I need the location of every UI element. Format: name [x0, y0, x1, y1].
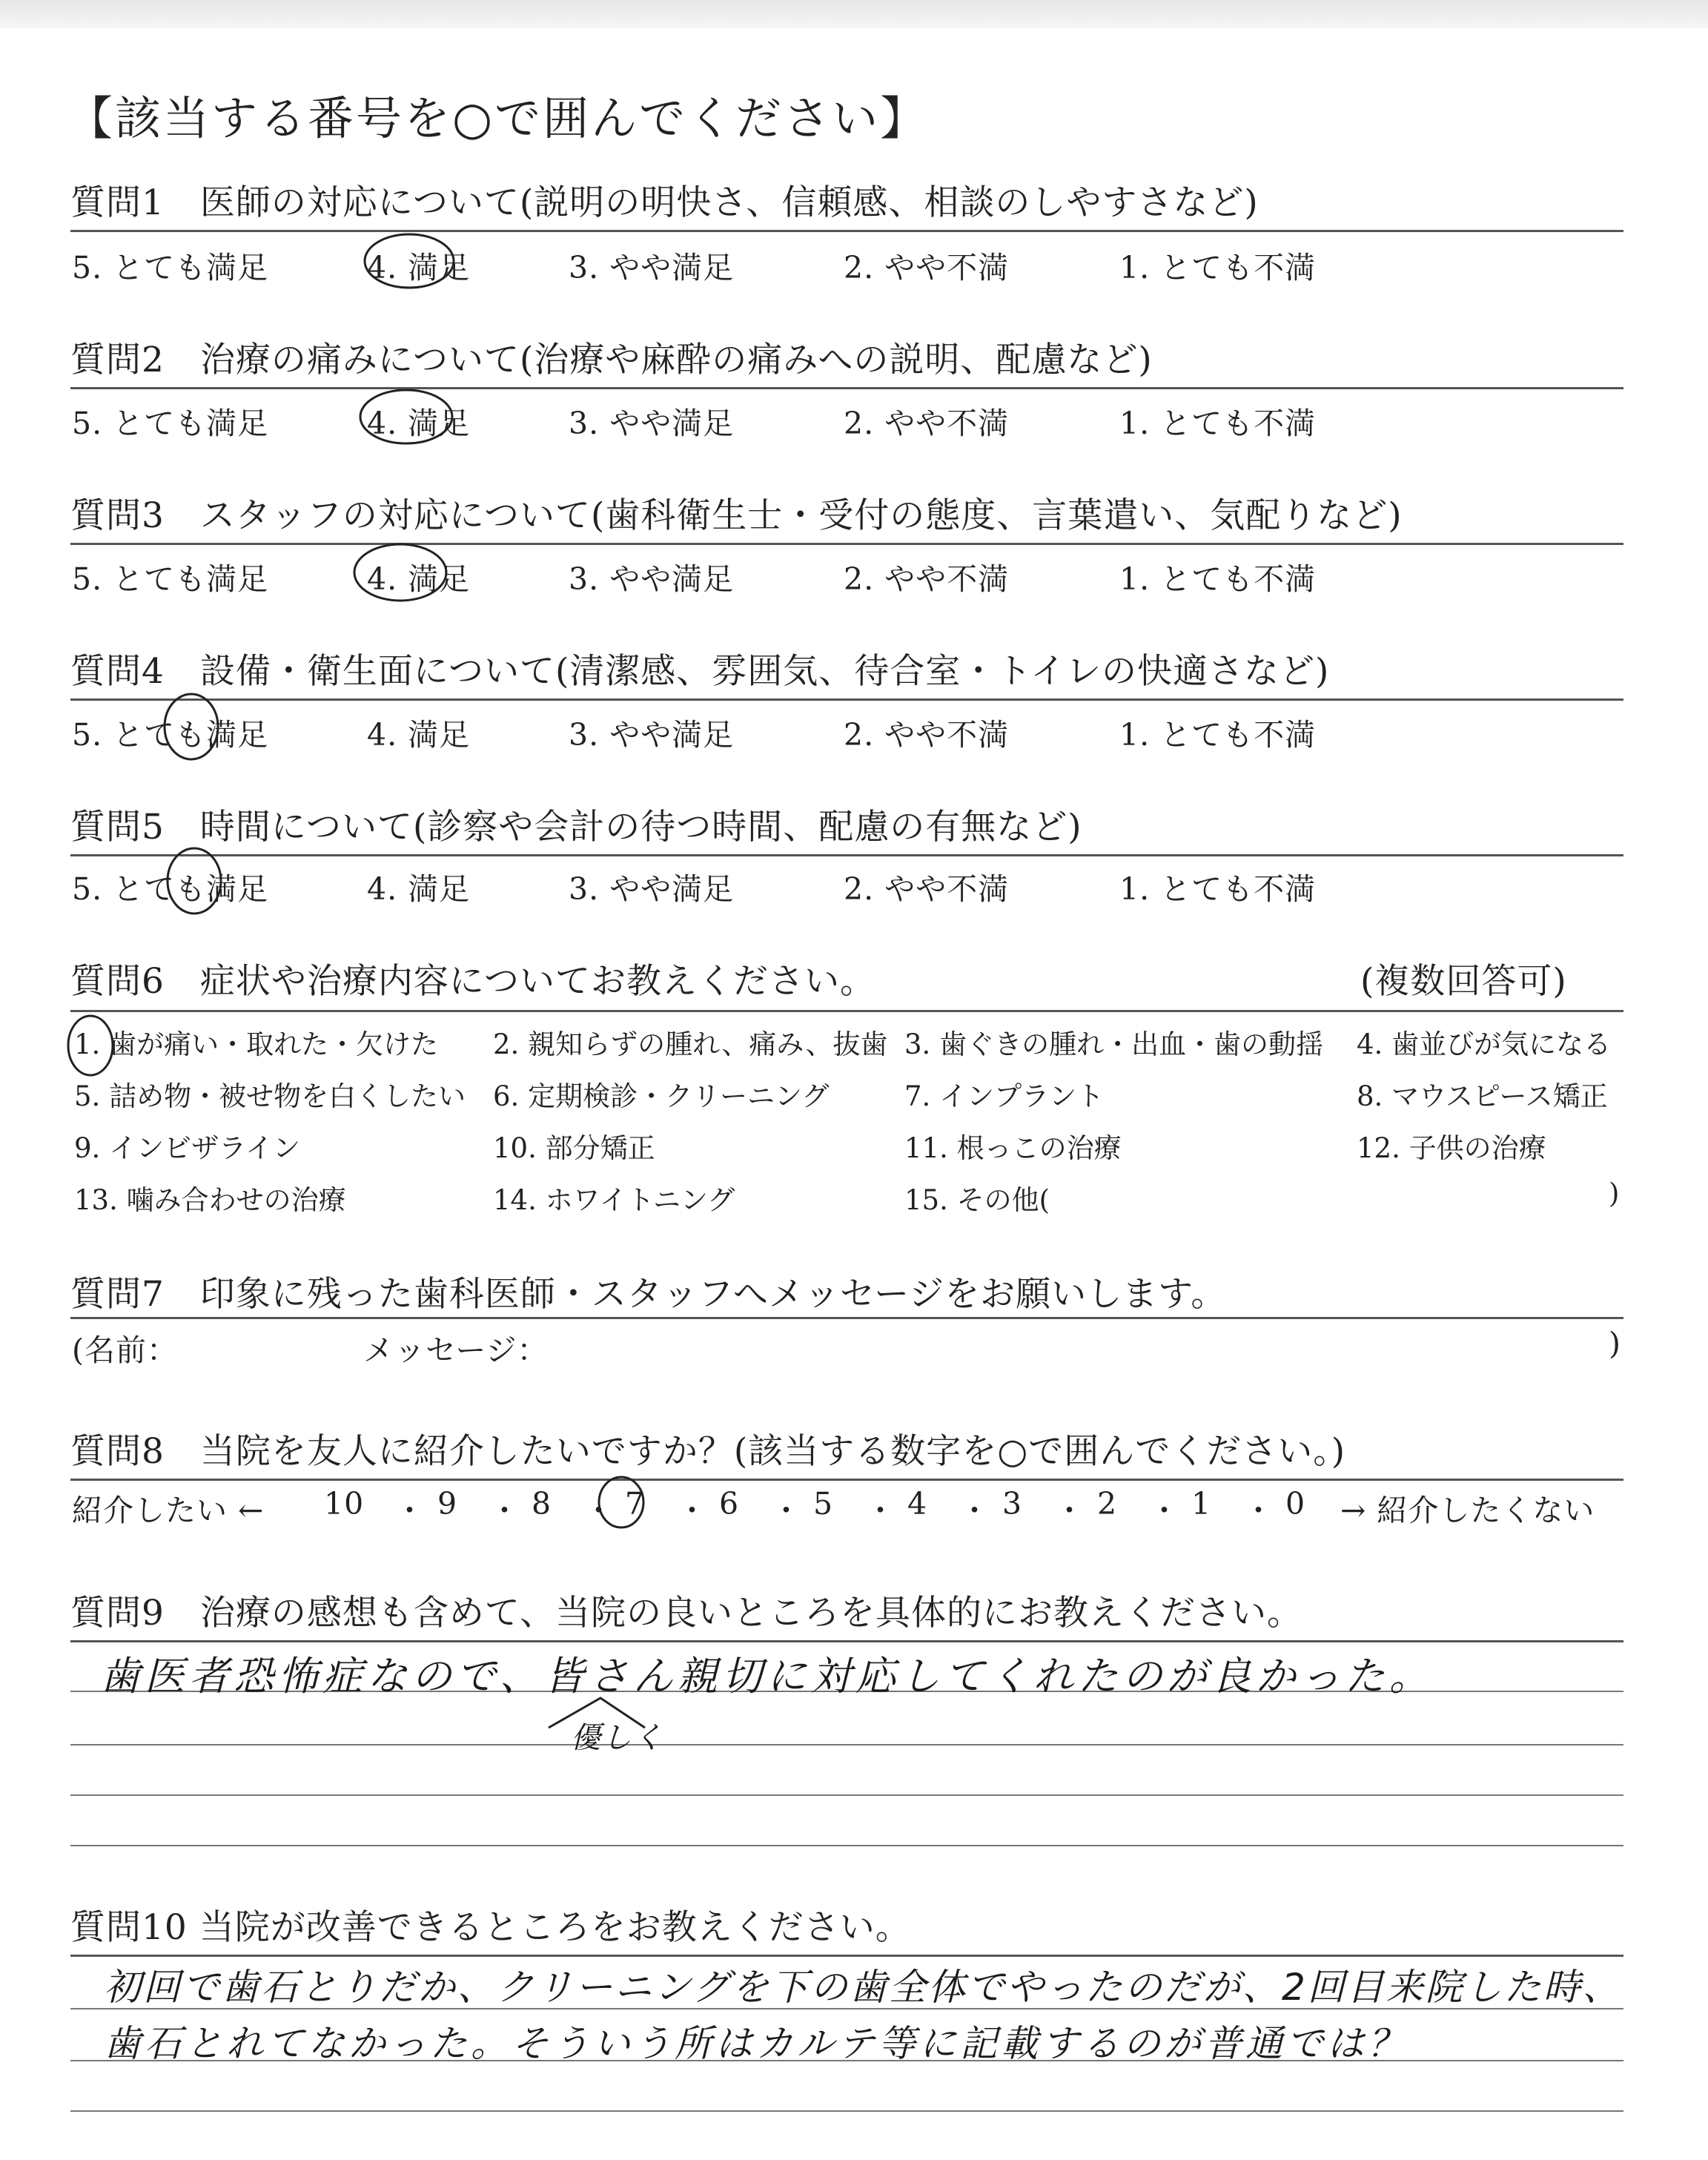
- q8-separator: ・: [1149, 1493, 1180, 1528]
- q6-option-3[interactable]: 3. 歯ぐきの腫れ・出血・歯の動揺: [904, 1028, 1324, 1060]
- question-5-rule: [70, 854, 1623, 856]
- question-10-rule: [70, 1955, 1623, 1957]
- q10-answer-line: [70, 2110, 1623, 2112]
- scan-top-edge: [0, 0, 1708, 28]
- q8-score-10[interactable]: 10: [324, 1486, 365, 1522]
- q1-option-3[interactable]: 3. やや満足: [569, 250, 735, 285]
- q8-left-label: 紹介したい ←: [72, 1493, 265, 1528]
- question-6-rule: [70, 1010, 1623, 1012]
- q6-option-10[interactable]: 10. 部分矯正: [493, 1132, 655, 1164]
- q5-option-2[interactable]: 2. やや不満: [844, 871, 1010, 907]
- q1-option-2[interactable]: 2. やや不満: [844, 250, 1010, 285]
- q8-score-5[interactable]: 5: [813, 1486, 834, 1522]
- question-3-rule: [70, 543, 1623, 545]
- question-10-title: 質問10 当院が改善できるところをお教えください。: [70, 1907, 911, 1948]
- q6-option-12[interactable]: 12. 子供の治療: [1357, 1132, 1546, 1164]
- q3-option-4[interactable]: 4. 満足: [367, 561, 471, 597]
- q6-option-5[interactable]: 5. 詰め物・被せ物を白くしたい: [74, 1080, 466, 1112]
- q6-option-13[interactable]: 13. 噛み合わせの治療: [74, 1184, 346, 1216]
- q2-option-5[interactable]: 5. とても満足: [72, 406, 269, 441]
- q6-option-15-close: ): [1609, 1178, 1620, 1209]
- question-2-title: 質問2 治療の痛みについて(治療や麻酔の痛みへの説明、配慮など): [70, 340, 1153, 380]
- q3-option-3[interactable]: 3. やや満足: [569, 561, 735, 597]
- q8-score-9[interactable]: 9: [437, 1486, 458, 1522]
- q7-name-label: (名前：: [72, 1332, 178, 1368]
- q5-option-3[interactable]: 3. やや満足: [569, 871, 735, 907]
- question-8-rule: [70, 1479, 1623, 1481]
- q10-handwritten-line-1: 初回で歯石とりだか、クリーニングを下の歯全体でやったのだが、2回目来院した時、: [104, 1966, 1622, 2009]
- q7-message-label: メッセージ：: [363, 1332, 549, 1368]
- question-7-rule: [70, 1317, 1623, 1319]
- q8-separator: ・: [959, 1493, 990, 1528]
- q5-option-4[interactable]: 4. 満足: [367, 871, 471, 907]
- q8-score-1[interactable]: 1: [1191, 1486, 1212, 1522]
- q3-option-5[interactable]: 5. とても満足: [72, 561, 269, 597]
- q8-separator: ・: [489, 1493, 520, 1528]
- q8-score-8[interactable]: 8: [532, 1486, 552, 1522]
- q8-separator: ・: [1054, 1493, 1085, 1528]
- question-7-title: 質問7 印象に残った歯科医師・スタッフへメッセージをお願いします。: [70, 1274, 1227, 1315]
- q8-separator: ・: [394, 1493, 426, 1528]
- q8-score-6[interactable]: 6: [719, 1486, 740, 1522]
- question-1-rule: [70, 230, 1623, 232]
- q8-separator: ・: [1243, 1493, 1274, 1528]
- q9-handwritten-insertion: 優しく: [571, 1721, 664, 1755]
- q6-option-7[interactable]: 7. インプラント: [904, 1080, 1105, 1112]
- question-9-title: 質問9 治療の感想も含めて、当院の良いところを具体的にお教えください。: [70, 1593, 1302, 1634]
- q8-separator: ・: [771, 1493, 802, 1528]
- q2-option-2[interactable]: 2. やや不満: [844, 406, 1010, 441]
- q8-score-7[interactable]: 7: [625, 1486, 646, 1522]
- q8-score-4[interactable]: 4: [907, 1486, 928, 1522]
- question-6-title: 質問6 症状や治療内容についてお教えください。: [70, 961, 875, 1002]
- question-8-title: 質問8 当院を友人に紹介したいですか？(該当する数字を○で囲んでください。): [70, 1431, 1346, 1472]
- q6-option-11[interactable]: 11. 根っこの治療: [904, 1132, 1122, 1164]
- q1-option-1[interactable]: 1. とても不満: [1119, 250, 1317, 285]
- q2-option-4[interactable]: 4. 満足: [367, 406, 471, 441]
- question-9-rule: [70, 1640, 1623, 1642]
- q9-answer-line: [70, 1744, 1623, 1745]
- q5-option-5[interactable]: 5. とても満足: [72, 871, 269, 907]
- q1-option-4[interactable]: 4. 満足: [367, 250, 471, 285]
- question-3-title: 質問3 スタッフの対応について(歯科衛生士・受付の態度、言葉遣い、気配りなど): [70, 495, 1403, 536]
- q6-option-15[interactable]: 15. その他(: [904, 1184, 1050, 1216]
- q3-option-2[interactable]: 2. やや不満: [844, 561, 1010, 597]
- q3-option-1[interactable]: 1. とても不満: [1119, 561, 1317, 597]
- q1-option-5[interactable]: 5. とても満足: [72, 250, 269, 285]
- q8-score-2[interactable]: 2: [1097, 1486, 1118, 1522]
- q7-close-paren: ): [1609, 1326, 1621, 1361]
- q6-option-6[interactable]: 6. 定期検診・クリーニング: [493, 1080, 830, 1112]
- q9-handwritten-answer: 歯医者恐怖症なので、皆さん親切に対応してくれたのが良かった。: [100, 1653, 1434, 1700]
- q2-option-3[interactable]: 3. やや満足: [569, 406, 735, 441]
- q4-option-2[interactable]: 2. やや不満: [844, 717, 1010, 753]
- question-5-title: 質問5 時間について(診察や会計の待つ時間、配慮の有無など): [70, 807, 1082, 848]
- q8-score-0[interactable]: 0: [1285, 1486, 1306, 1522]
- form-title: 【該当する番号を○で囲んでください】: [67, 91, 929, 145]
- q10-handwritten-line-2: 歯石とれてなかった。そういう所はカルテ等に記載するのが普通では？: [104, 2022, 1409, 2065]
- q8-right-label: → 紹介したくない: [1340, 1493, 1595, 1528]
- question-4-title: 質問4 設備・衛生面について(清潔感、雰囲気、待合室・トイレの快適さなど): [70, 651, 1330, 692]
- q8-separator: ・: [677, 1493, 708, 1528]
- q6-option-1[interactable]: 1. 歯が痛い・取れた・欠けた: [74, 1028, 439, 1060]
- q4-option-4[interactable]: 4. 満足: [367, 717, 471, 753]
- q8-separator: ・: [583, 1493, 615, 1528]
- q4-option-5[interactable]: 5. とても満足: [72, 717, 269, 753]
- q6-option-2[interactable]: 2. 親知らずの腫れ、痛み、抜歯: [493, 1028, 888, 1060]
- question-1-title: 質問1 医師の対応について(説明の明快さ、信頼感、相談のしやすさなど): [70, 182, 1259, 223]
- q6-option-4[interactable]: 4. 歯並びが気になる: [1357, 1028, 1612, 1060]
- q4-option-3[interactable]: 3. やや満足: [569, 717, 735, 753]
- question-6-note: (複数回答可): [1360, 961, 1567, 1002]
- question-4-rule: [70, 698, 1623, 701]
- q8-score-3[interactable]: 3: [1002, 1486, 1023, 1522]
- q6-option-14[interactable]: 14. ホワイトニング: [493, 1184, 735, 1216]
- q8-separator: ・: [865, 1493, 896, 1528]
- q9-answer-line: [70, 1794, 1623, 1796]
- q2-option-1[interactable]: 1. とても不満: [1119, 406, 1317, 441]
- q4-option-1[interactable]: 1. とても不満: [1119, 717, 1317, 753]
- q9-answer-line: [70, 1845, 1623, 1846]
- q6-option-8[interactable]: 8. マウスピース矯正: [1357, 1080, 1608, 1112]
- q5-option-1[interactable]: 1. とても不満: [1119, 871, 1317, 907]
- q6-option-9[interactable]: 9. インビザライン: [74, 1132, 300, 1164]
- question-2-rule: [70, 387, 1623, 389]
